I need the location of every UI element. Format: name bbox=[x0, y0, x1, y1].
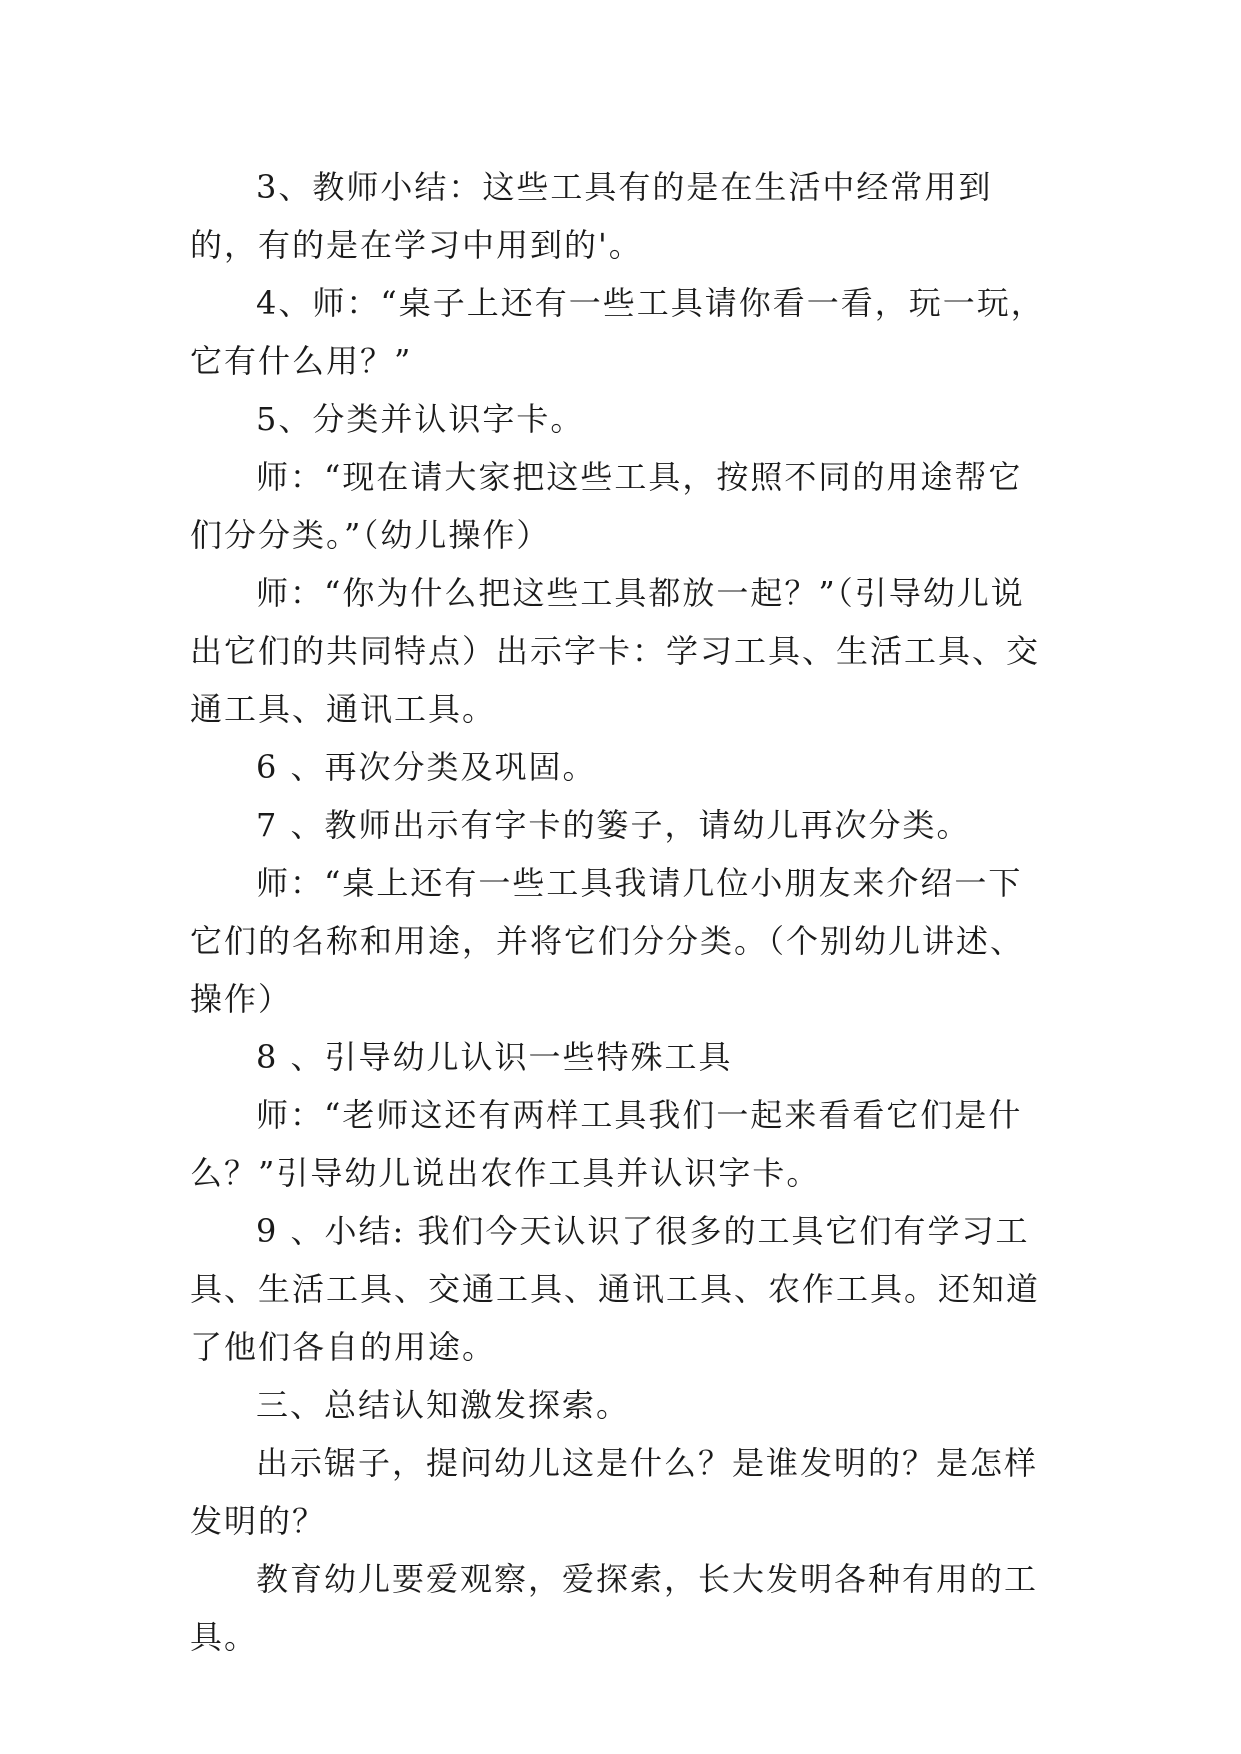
document-body bbox=[190, 158, 1055, 1666]
paragraph: 三、总结认知激发探索。 bbox=[256, 1386, 631, 1424]
paragraph: 6 、再次分类及巩固。 bbox=[256, 748, 597, 786]
paragraph: 师：“现在请大家把这些工具，按照不同的用途帮它们分分类。”（幼儿操作） bbox=[190, 458, 1023, 554]
paragraph: 9 、小结: 我们今天认识了很多的工具它们有学习工具、生活工具、交通工具、通讯工具、农作工具。还知道了他们各自的用途。 bbox=[190, 1212, 1041, 1366]
paragraph: 5、分类并认识字卡。 bbox=[256, 400, 585, 438]
paragraph: 4、师：“桌子上还有一些工具请你看一看，玩一玩，它有什么用？” bbox=[190, 284, 1045, 380]
paragraph: 教育幼儿要爱观察，爱探索，长大发明各种有用的工具。 bbox=[190, 1560, 1039, 1656]
paragraph: 师：“老师这还有两样工具我们一起来看看它们是什么？”引导幼儿说出农作工具并认识字卡。 bbox=[190, 1096, 1023, 1192]
paragraph: 7 、教师出示有字卡的篓子，请幼儿再次分类。 bbox=[256, 806, 971, 844]
paragraph: 8 、引导幼儿认识一些特殊工具 bbox=[256, 1038, 733, 1076]
paragraph: 师：“桌上还有一些工具我请几位小朋友来介绍一下它们的名称和用途，并将它们分分类。（个别幼儿讲述、操作） bbox=[190, 864, 1025, 1018]
paragraph: 出示锯子，提问幼儿这是什么？是谁发明的？是怎样发明的？ bbox=[190, 1444, 1039, 1540]
paragraph: 师：“你为什么把这些工具都放一起？”（引导幼儿说出它们的共同特点）出示字卡：学习工具、生活工具、交通工具、通讯工具。 bbox=[190, 574, 1041, 728]
paragraph: 3、教师小结：这些工具有的是在生活中经常用到的，有的是在学习中用到的'。 bbox=[190, 168, 993, 264]
